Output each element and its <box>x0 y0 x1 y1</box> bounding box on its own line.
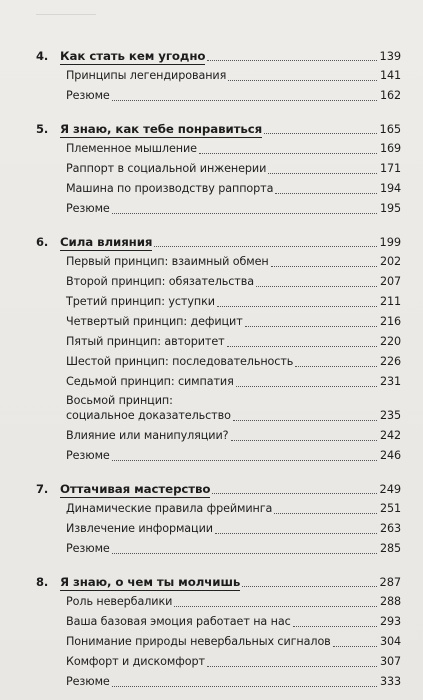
section-entry <box>0 252 423 272</box>
section-title: Пятый принцип: авторитет <box>66 335 225 348</box>
section-entry <box>0 199 423 219</box>
section-entry <box>0 632 423 652</box>
dot-leader <box>207 60 377 61</box>
section-page-number: 211 <box>379 295 401 308</box>
chapter-heading <box>0 477 423 499</box>
section-title: Роль невербалики <box>66 595 173 608</box>
chapter-heading <box>0 117 423 139</box>
section-title: Третий принцип: уступки <box>66 295 215 308</box>
section-entry <box>0 159 423 179</box>
section-page-number: 162 <box>379 89 401 102</box>
section-title: Резюме <box>66 202 110 215</box>
section-entry <box>0 312 423 332</box>
section-title: Резюме <box>66 542 110 555</box>
section-entry <box>0 332 423 352</box>
chapter-number: 4. <box>36 49 49 63</box>
chapter-block <box>0 477 423 559</box>
section-page-number: 216 <box>379 315 401 328</box>
section-title: Шестой принцип: последовательность <box>66 355 294 368</box>
dot-leader <box>154 246 377 247</box>
section-title: Второй принцип: обязательства <box>66 275 254 288</box>
section-page-number: 246 <box>379 449 401 462</box>
dot-leader <box>212 493 377 494</box>
section-page-number: 171 <box>379 162 401 175</box>
section-page-number: 194 <box>379 182 401 195</box>
section-entry <box>0 66 423 86</box>
chapter-heading <box>0 44 423 66</box>
dot-leader <box>215 533 377 534</box>
dot-leader <box>268 173 377 174</box>
section-title: Седьмой принцип: симпатия <box>66 375 234 388</box>
dot-leader <box>174 606 377 607</box>
section-title: Резюме <box>66 449 110 462</box>
section-entry <box>0 372 423 392</box>
section-page-number: 231 <box>379 375 401 388</box>
section-title: Резюме <box>66 89 110 102</box>
dot-leader <box>271 266 377 267</box>
dot-leader <box>275 193 377 194</box>
dot-leader <box>256 286 377 287</box>
dot-leader <box>227 346 377 347</box>
section-entry <box>0 539 423 559</box>
dot-leader <box>112 460 377 461</box>
chapter-spacer <box>0 219 423 230</box>
section-title: Раппорт в социальной инженерии <box>66 162 267 175</box>
dot-leader <box>199 153 377 154</box>
dot-leader <box>236 386 377 387</box>
section-entry <box>0 352 423 372</box>
section-title: Резюме <box>66 675 110 688</box>
dot-leader <box>295 366 377 367</box>
dot-leader <box>228 80 377 81</box>
dot-leader <box>112 553 377 554</box>
chapter-spacer <box>0 559 423 570</box>
section-title: Племенное мышление <box>66 142 197 155</box>
dot-leader <box>293 626 377 627</box>
section-page-number: 235 <box>379 409 401 422</box>
section-title: Извлечение информации <box>66 522 213 535</box>
section-page-number: 251 <box>379 502 401 515</box>
dot-leader <box>207 666 377 667</box>
section-entry <box>0 426 423 446</box>
section-entry <box>0 139 423 159</box>
chapter-title: Я знаю, о чем ты молчишь <box>60 575 241 589</box>
chapter-title: Сила влияния <box>60 235 153 249</box>
section-entry <box>0 612 423 632</box>
section-entry <box>0 392 423 426</box>
section-page-number: 263 <box>379 522 401 535</box>
section-entry <box>0 652 423 672</box>
section-title: Принципы легендирования <box>66 69 227 82</box>
chapter-number: 7. <box>36 482 49 496</box>
table-of-contents <box>0 44 423 692</box>
dot-leader <box>233 420 377 421</box>
section-entry <box>0 179 423 199</box>
section-title-line2: социальное доказательство <box>66 409 231 422</box>
dot-leader <box>231 440 378 441</box>
chapter-page-number: 139 <box>379 49 401 63</box>
section-page-number: 195 <box>379 202 401 215</box>
chapter-title: Я знаю, как тебе понравиться <box>60 122 263 136</box>
section-entry <box>0 86 423 106</box>
section-entry <box>0 672 423 692</box>
section-page-number: 333 <box>379 675 401 688</box>
chapter-page-number: 249 <box>379 482 401 496</box>
section-page-number: 141 <box>379 69 401 82</box>
chapter-block <box>0 570 423 692</box>
dot-leader <box>242 586 377 587</box>
section-page-number: 169 <box>379 142 401 155</box>
section-title: Ваша базовая эмоция работает на нас <box>66 615 291 628</box>
section-page-number: 288 <box>379 595 401 608</box>
section-page-number: 242 <box>379 429 401 442</box>
dot-leader <box>112 100 377 101</box>
section-page-number: 202 <box>379 255 401 268</box>
section-title: Комфорт и дискомфорт <box>66 655 205 668</box>
section-title: Первый принцип: взаимный обмен <box>66 255 269 268</box>
chapter-page-number: 199 <box>379 235 401 249</box>
section-entry <box>0 519 423 539</box>
chapter-block <box>0 117 423 219</box>
section-page-number: 220 <box>379 335 401 348</box>
dot-leader <box>274 513 377 514</box>
chapter-number: 6. <box>36 235 49 249</box>
dot-leader <box>264 133 377 134</box>
section-title: Машина по производству раппорта <box>66 182 274 195</box>
section-entry <box>0 272 423 292</box>
dot-leader <box>217 306 377 307</box>
section-page-number: 307 <box>379 655 401 668</box>
chapter-spacer <box>0 106 423 117</box>
dot-leader <box>245 326 377 327</box>
dot-leader <box>112 686 377 687</box>
section-page-number: 285 <box>379 542 401 555</box>
section-entry <box>0 292 423 312</box>
chapter-block <box>0 230 423 466</box>
chapter-number: 8. <box>36 575 49 589</box>
section-entry <box>0 446 423 466</box>
chapter-page-number: 287 <box>379 575 401 589</box>
chapter-number: 5. <box>36 122 49 136</box>
section-title: Четвертый принцип: дефицит <box>66 315 243 328</box>
section-title: Динамические правила фрейминга <box>66 502 273 515</box>
section-page-number: 293 <box>379 615 401 628</box>
chapter-heading <box>0 570 423 592</box>
faint-top-rule <box>36 14 96 15</box>
section-page-number: 226 <box>379 355 401 368</box>
section-title: Влияние или манипуляции? <box>66 429 229 442</box>
chapter-title: Оттачивая мастерство <box>60 482 211 496</box>
section-title <box>66 393 231 423</box>
section-title: Понимание природы невербальных сигналов <box>66 635 331 648</box>
section-title-line1: Восьмой принцип: <box>66 394 173 407</box>
section-entry <box>0 499 423 519</box>
section-page-number: 207 <box>379 275 401 288</box>
chapter-heading <box>0 230 423 252</box>
chapter-page-number: 165 <box>379 122 401 136</box>
section-entry <box>0 592 423 612</box>
chapter-block <box>0 44 423 106</box>
dot-leader <box>112 213 377 214</box>
section-page-number: 304 <box>379 635 401 648</box>
chapter-title: Как стать кем угодно <box>60 49 206 63</box>
dot-leader <box>333 646 377 647</box>
chapter-spacer <box>0 466 423 477</box>
